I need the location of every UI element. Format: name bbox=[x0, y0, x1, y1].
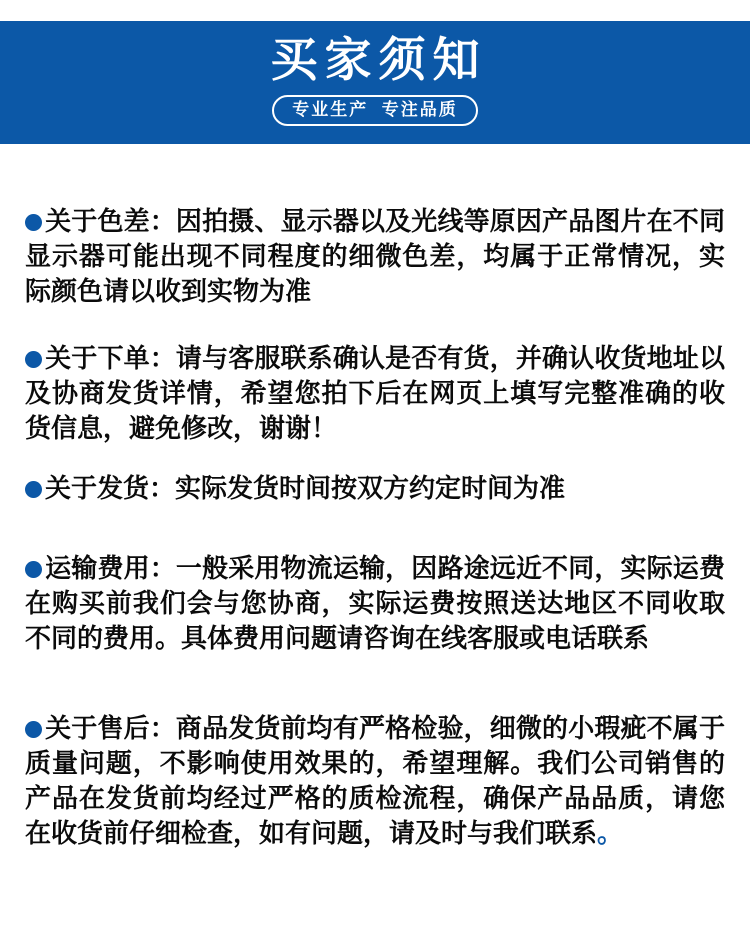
notice-body: 请与客服联系确认是否有货，并确认收货地址以及协商发货详情，希望您拍下后在网页上填写完整准确的收货信息，避免修改，谢谢！ bbox=[25, 343, 725, 443]
notice-section-after-sales bbox=[25, 711, 725, 851]
notice-body: 一般采用物流运输，因路途远近不同，实际运费在购买前我们会与您协商，实际运费按照送达地区不同收取不同的费用。具体费用问题请咨询在线客服或电话联系 bbox=[25, 553, 725, 653]
notice-colon: ： bbox=[149, 206, 176, 236]
notice-list bbox=[0, 204, 750, 851]
bullet-icon bbox=[25, 561, 42, 578]
notice-colon: ： bbox=[149, 713, 176, 743]
notice-body: 商品发货前均有严格检验，细微的小瑕疵不属于质量问题，不影响使用效果的，希望理解。我们公司销售的产品在发货前均经过严格的质检流程，确保产品品质，请您在收货前仔细检查，如有问题，请及时与我们联系 bbox=[25, 713, 725, 848]
bullet-icon bbox=[25, 721, 42, 738]
notice-section-shipping bbox=[25, 471, 725, 506]
notice-body: 因拍摄、显示器以及光线等原因产品图片在不同显示器可能出现不同程度的细微色差，均属于正常情况，实际颜色请以收到实物为准 bbox=[25, 206, 725, 306]
bullet-icon bbox=[25, 351, 42, 368]
notice-section-color-difference bbox=[25, 204, 725, 309]
slogan-badge: 专业生产 专注品质 bbox=[272, 95, 477, 126]
bullet-icon bbox=[25, 481, 42, 498]
notice-colon: ： bbox=[149, 553, 176, 583]
notice-heading: 关于发货 bbox=[45, 473, 150, 503]
notice-heading: 关于下单 bbox=[45, 343, 150, 373]
page-title: 买家须知 bbox=[270, 33, 487, 86]
bullet-icon bbox=[25, 214, 42, 231]
notice-body: 实际发货时间按双方约定时间为准 bbox=[175, 473, 566, 503]
header-banner bbox=[0, 21, 750, 144]
badge-row bbox=[0, 87, 750, 126]
notice-heading: 运输费用 bbox=[45, 553, 150, 583]
notice-colon: ： bbox=[149, 473, 176, 503]
notice-heading: 关于色差 bbox=[45, 206, 150, 236]
notice-section-ordering bbox=[25, 341, 725, 446]
notice-section-freight-cost bbox=[25, 551, 725, 656]
notice-suffix: 。 bbox=[597, 818, 624, 848]
notice-heading: 关于售后 bbox=[45, 713, 150, 743]
notice-colon: ： bbox=[149, 343, 176, 373]
